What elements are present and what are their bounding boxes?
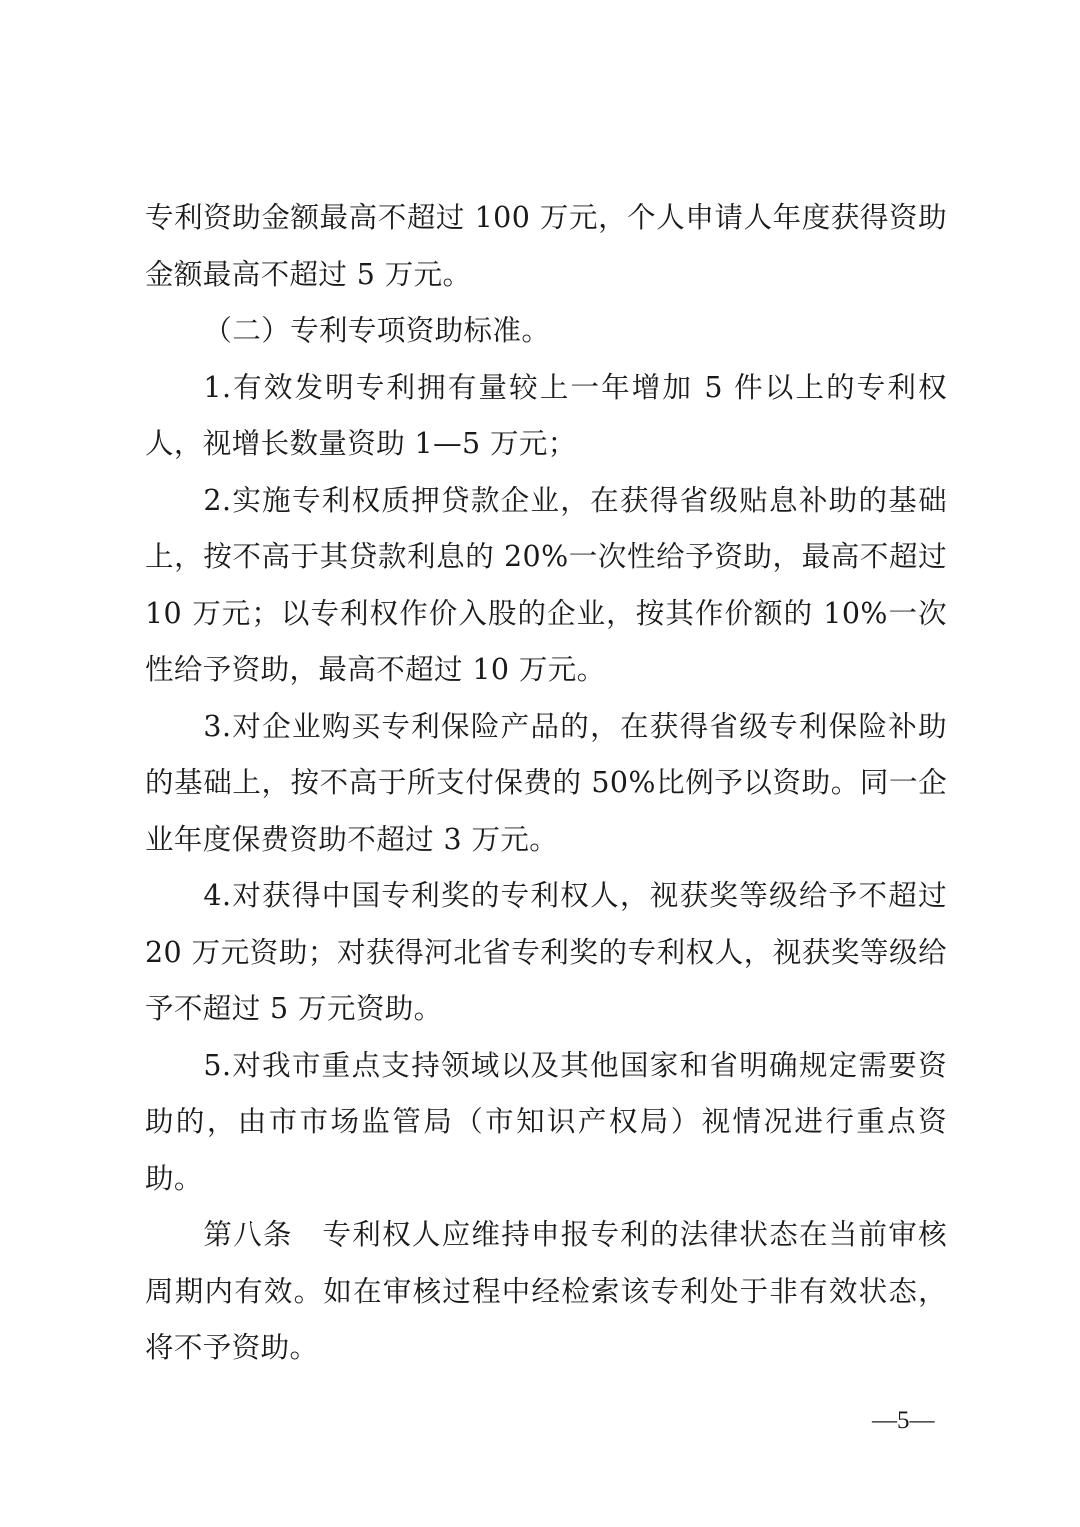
list-item-4-patent-awards: 4.对获得中国专利奖的专利权人，视获奖等级给予不超过 20 万元资助；对获得河北省专利奖的专利权人，视获奖等级给予不超过 5 万元资助。 (145, 879, 947, 1025)
list-item-5-key-support-areas: 5.对我市重点支持领域以及其他国家和省明确规定需要资助的，由市市场监管局（市知识产权局）视情况进行重点资助。 (145, 1048, 947, 1195)
article-8-paragraph: 第八条 专利权人应维持申报专利的法律状态在当前审核周期内有效。如在审核过程中经检索该专利处于非有效状态，将不予资助。 (145, 1218, 947, 1364)
section-heading-special-funding-standards: （二）专利专项资助标准。 (203, 314, 551, 347)
page-number: —5— (872, 1407, 935, 1434)
list-item-3-patent-insurance: 3.对企业购买专利保险产品的，在获得省级专利保险补助的基础上，按不高于所支付保费的 50%比例予以资助。同一企业年度保费资助不超过 3 万元。 (145, 709, 947, 856)
list-item-2-patent-pledge-loans: 2.实施专利权质押贷款企业，在获得省级贴息补助的基础上，按不高于其贷款利息的 20%一次性给予资助，最高不超过 10 万元；以专利权作价入股的企业，按其作价额的 10%一次性给予资助，最高不超过 10 万元。 (145, 483, 947, 686)
document-page (145, 190, 947, 1377)
list-item-1-invention-patent-growth: 1.有效发明专利拥有量较上一年增加 5 件以上的专利权人，视增长数量资助 1—5 万元； (145, 370, 947, 460)
paragraph-continuation: 专利资助金额最高不超过 100 万元，个人申请人年度获得资助金额最高不超过 5 万元。 (145, 201, 947, 291)
